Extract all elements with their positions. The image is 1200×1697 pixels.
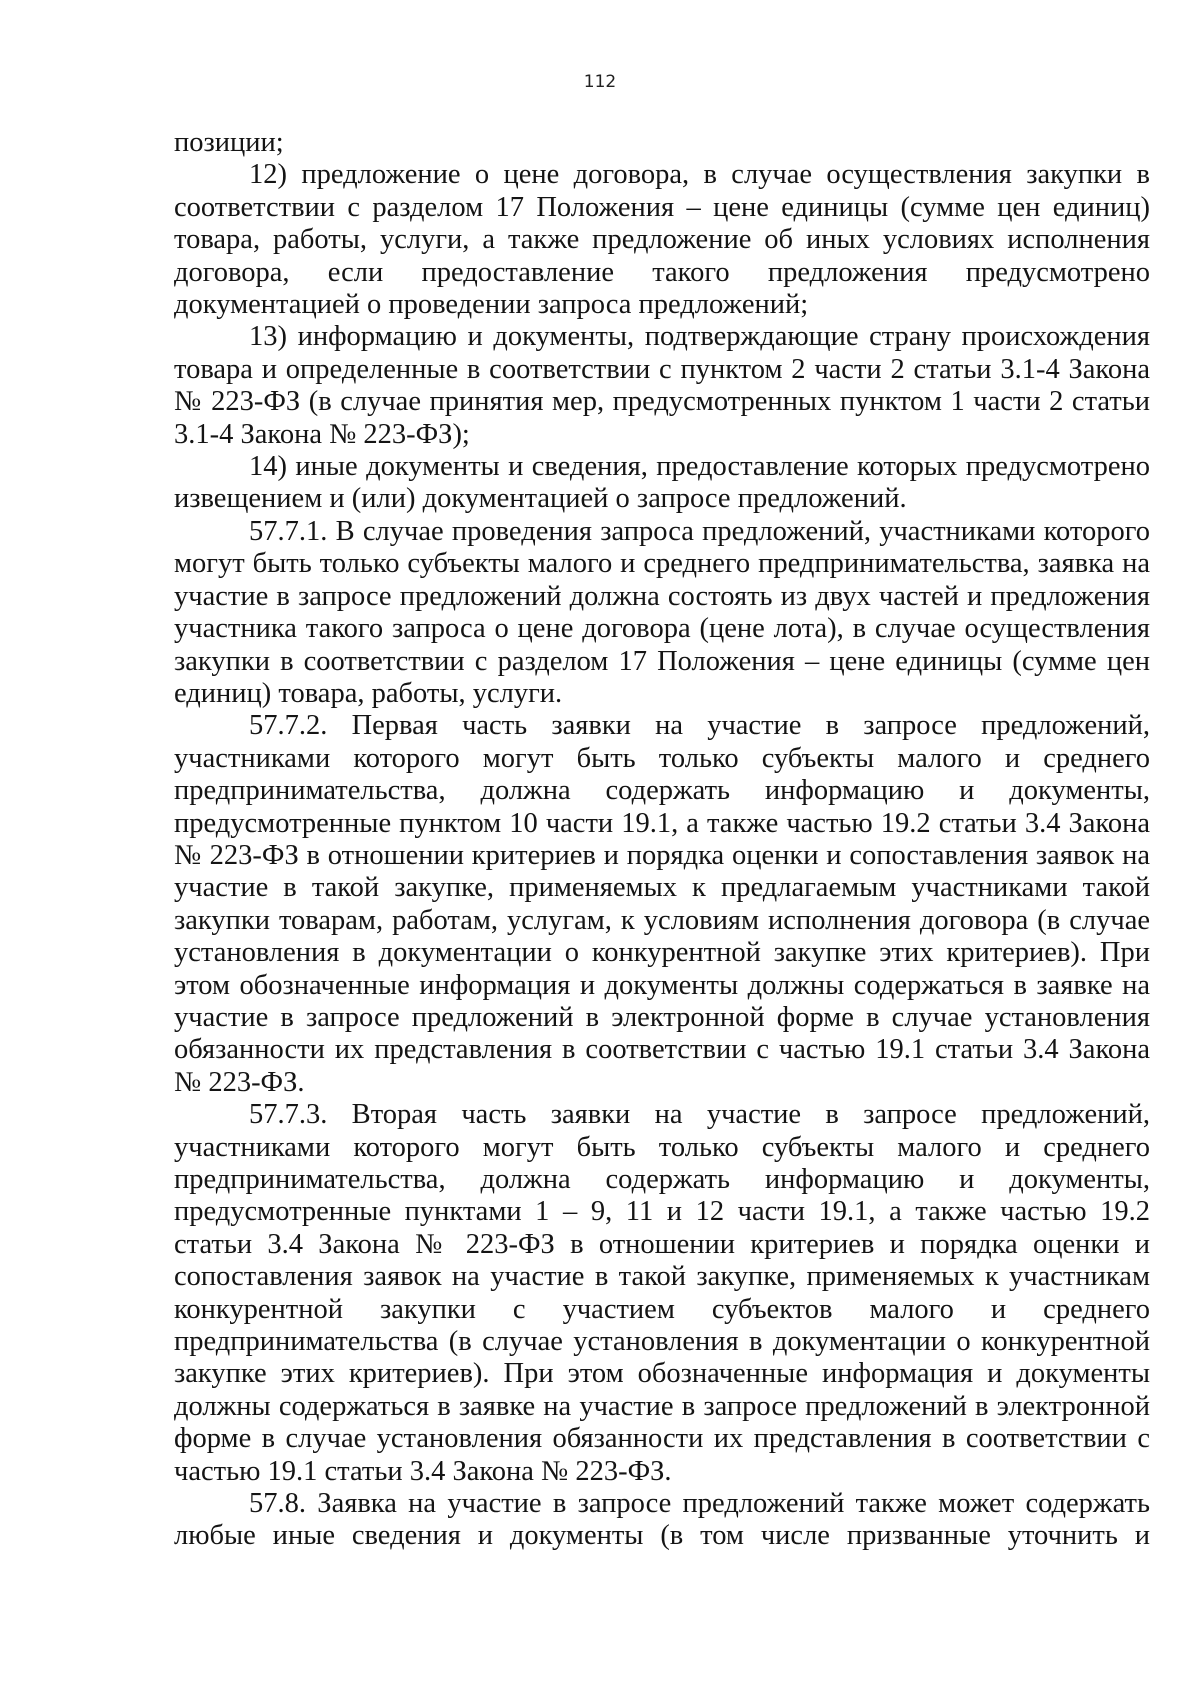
paragraph-57-7-1: 57.7.1. В случае проведения запроса предложений, участниками которого могут быть только субъекты малого и среднего предпринимательства, заявка на участие в запросе предложений должна состоять из двух частей и предложения участника такого запроса о цене договора (цене лота), в случае осуществления закупки в соответствии с разделом 17 Положения – цене единицы (сумме цен единиц) товара, работы, услуги. xyxy=(174,515,1150,709)
document-body xyxy=(174,127,1150,1553)
paragraph-item-14: 14) иные документы и сведения, предоставление которых предусмотрено извещением и (или) документацией о запросе предложений. xyxy=(174,451,1150,515)
paragraph-item-13: 13) информацию и документы, подтверждающие страну происхождения товара и определенные в соответствии с пунктом 2 части 2 статьи 3.1-4 Закона № 223-ФЗ (в случае принятия мер, предусмотренных пунктом 1 части 2 статьи 3.1-4 Закона № 223-ФЗ); xyxy=(174,321,1150,450)
paragraph-57-7-2: 57.7.2. Первая часть заявки на участие в запросе предложений, участниками которого могут быть только субъекты малого и среднего предпринимательства, должна содержать информацию и документы, предусмотренные пунктом 10 части 19.1, а также частью 19.2 статьи 3.4 Закона № 223-ФЗ в отношении критериев и порядка оценки и сопоставления заявок на участие в такой закупке, применяемых к предлагаемым участниками такой закупки товарам, работам, услугам, к условиям исполнения договора (в случае установления в документации о конкурентной закупке этих критериев). При этом обозначенные информация и документы должны содержаться в заявке на участие в запросе предложений в электронной форме в случае установления обязанности их представления в соответствии с частью 19.1 статьи 3.4 Закона № 223-ФЗ. xyxy=(174,710,1150,1098)
page-number: 112 xyxy=(583,72,617,92)
paragraph-continuation: позиции; xyxy=(174,127,284,158)
paragraph-57-7-3: 57.7.3. Вторая часть заявки на участие в запросе предложений, участниками которого могут быть только субъекты малого и среднего предпринимательства, должна содержать информацию и документы, предусмотренные пунктами 1 – 9, 11 и 12 части 19.1, а также частью 19.2 статьи 3.4 Закона № 223-ФЗ в отношении критериев и порядка оценки и сопоставления заявок на участие в такой закупке, применяемых к участникам конкурентной закупки с участием субъектов малого и среднего предпринимательства (в случае установления в документации о конкурентной закупке этих критериев). При этом обозначенные информация и документы должны содержаться в заявке на участие в запросе предложений в электронной форме в случае установления обязанности их представления в соответствии с частью 19.1 статьи 3.4 Закона № 223-ФЗ. xyxy=(174,1099,1150,1487)
paragraph-item-12: 12) предложение о цене договора, в случае осуществления закупки в соответствии с разделом 17 Положения – цене единицы (сумме цен единиц) товара, работы, услуги, а также предложение об иных условиях исполнения договора, если предоставление такого предложения предусмотрено документацией о проведении запроса предложений; xyxy=(174,159,1150,321)
paragraph-57-8: 57.8. Заявка на участие в запросе предложений также может содержать любые иные сведения и документы (в том числе призванные уточнить и xyxy=(174,1488,1150,1552)
